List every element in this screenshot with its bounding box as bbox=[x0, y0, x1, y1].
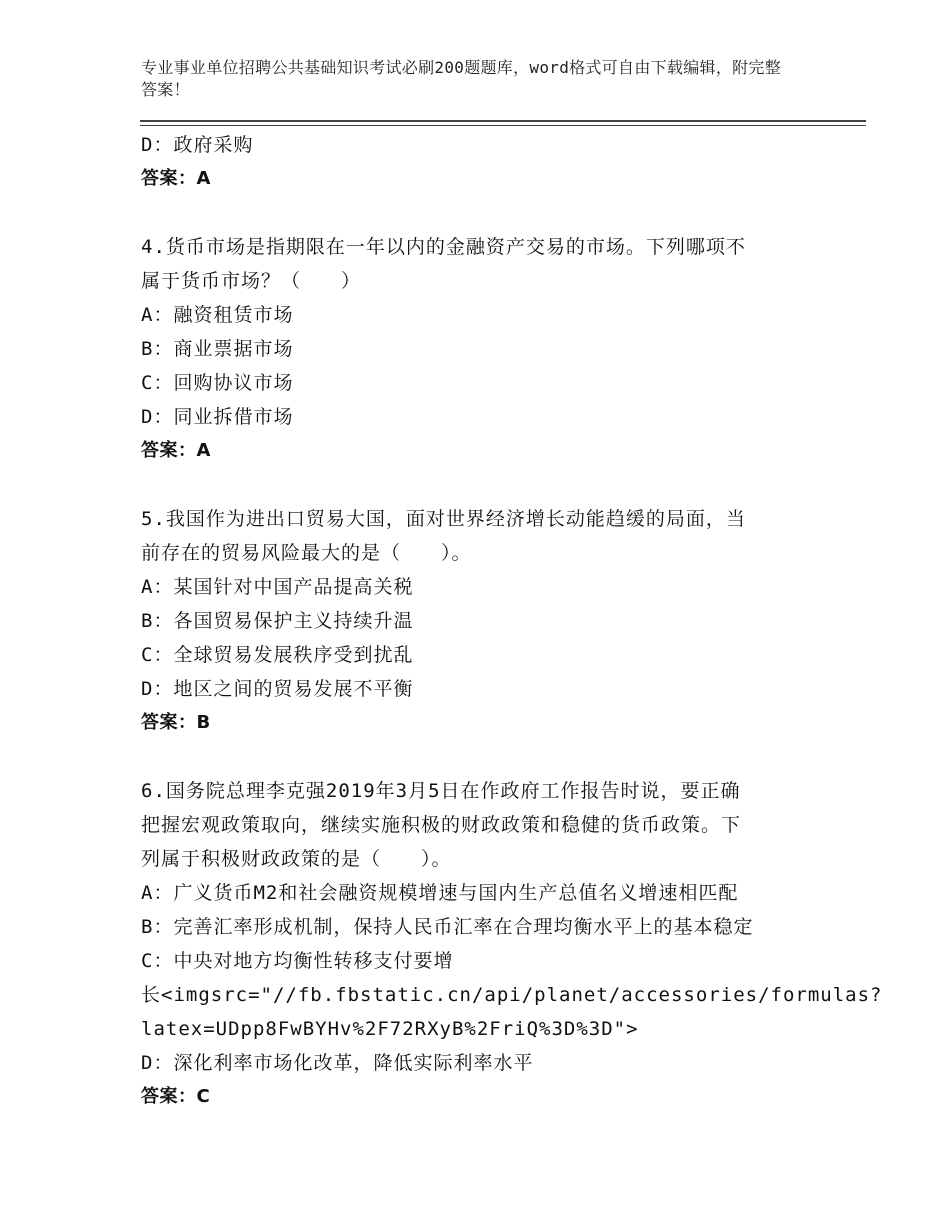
option-d: D：深化利率市场化改革，降低实际利率水平 bbox=[141, 1052, 534, 1074]
question-block bbox=[141, 230, 821, 468]
option-d: D：地区之间的贸易发展不平衡 bbox=[141, 678, 414, 700]
option-b: B：商业票据市场 bbox=[141, 338, 294, 360]
option-c: C：回购协议市场 bbox=[141, 372, 294, 394]
answer-line: 答案：A bbox=[141, 168, 211, 189]
option-d: D：政府采购 bbox=[141, 134, 254, 156]
question-block bbox=[141, 502, 821, 740]
question-text: 列属于积极财政政策的是（ ）。 bbox=[141, 848, 452, 870]
option-c-continued: latex=UDpp8FwBYHv%2F72RXyB%2FriQ%3D%3D"> bbox=[141, 1018, 639, 1040]
option-a: A：广义货币M2和社会融资规模增速与国内生产总值名义增速相匹配 bbox=[141, 882, 739, 904]
option-c: C：中央对地方均衡性转移支付要增 bbox=[141, 950, 454, 972]
option-d: D：同业拆借市场 bbox=[141, 406, 294, 428]
question-block bbox=[141, 774, 883, 1114]
header-rule-thin bbox=[140, 125, 866, 126]
answer-line: 答案：B bbox=[141, 712, 211, 733]
option-a: A：融资租赁市场 bbox=[141, 304, 294, 326]
option-c-continued: 长<imgsrc="//fb.fbstatic.cn/api/planet/accessories/formulas? bbox=[141, 984, 883, 1006]
question-text: 6.国务院总理李克强2019年3月5日在作政府工作报告时说，要正确 bbox=[141, 780, 741, 802]
header-rule-thick bbox=[140, 120, 866, 122]
option-b: B：各国贸易保护主义持续升温 bbox=[141, 610, 414, 632]
option-a: A：某国针对中国产品提高关税 bbox=[141, 576, 414, 598]
page-header: 专业事业单位招聘公共基础知识考试必刷200题题库，word格式可自由下载编辑，附完整答案！ bbox=[141, 58, 782, 99]
question-text: 属于货币市场？（ ） bbox=[141, 270, 362, 292]
question-text: 4.货币市场是指期限在一年以内的金融资产交易的市场。下列哪项不 bbox=[141, 236, 746, 258]
question-text: 5.我国作为进出口贸易大国，面对世界经济增长动能趋缓的局面，当 bbox=[141, 508, 746, 530]
question-text: 前存在的贸易风险最大的是（ ）。 bbox=[141, 542, 472, 564]
question-text: 把握宏观政策取向，继续实施积极的财政政策和稳健的货币政策。下 bbox=[141, 814, 742, 836]
answer-line: 答案：A bbox=[141, 440, 211, 461]
option-b: B：完善汇率形成机制，保持人民币汇率在合理均衡水平上的基本稳定 bbox=[141, 916, 754, 938]
answer-line: 答案：C bbox=[141, 1086, 211, 1107]
document-body bbox=[141, 128, 883, 1114]
option-c: C：全球贸易发展秩序受到扰乱 bbox=[141, 644, 414, 666]
